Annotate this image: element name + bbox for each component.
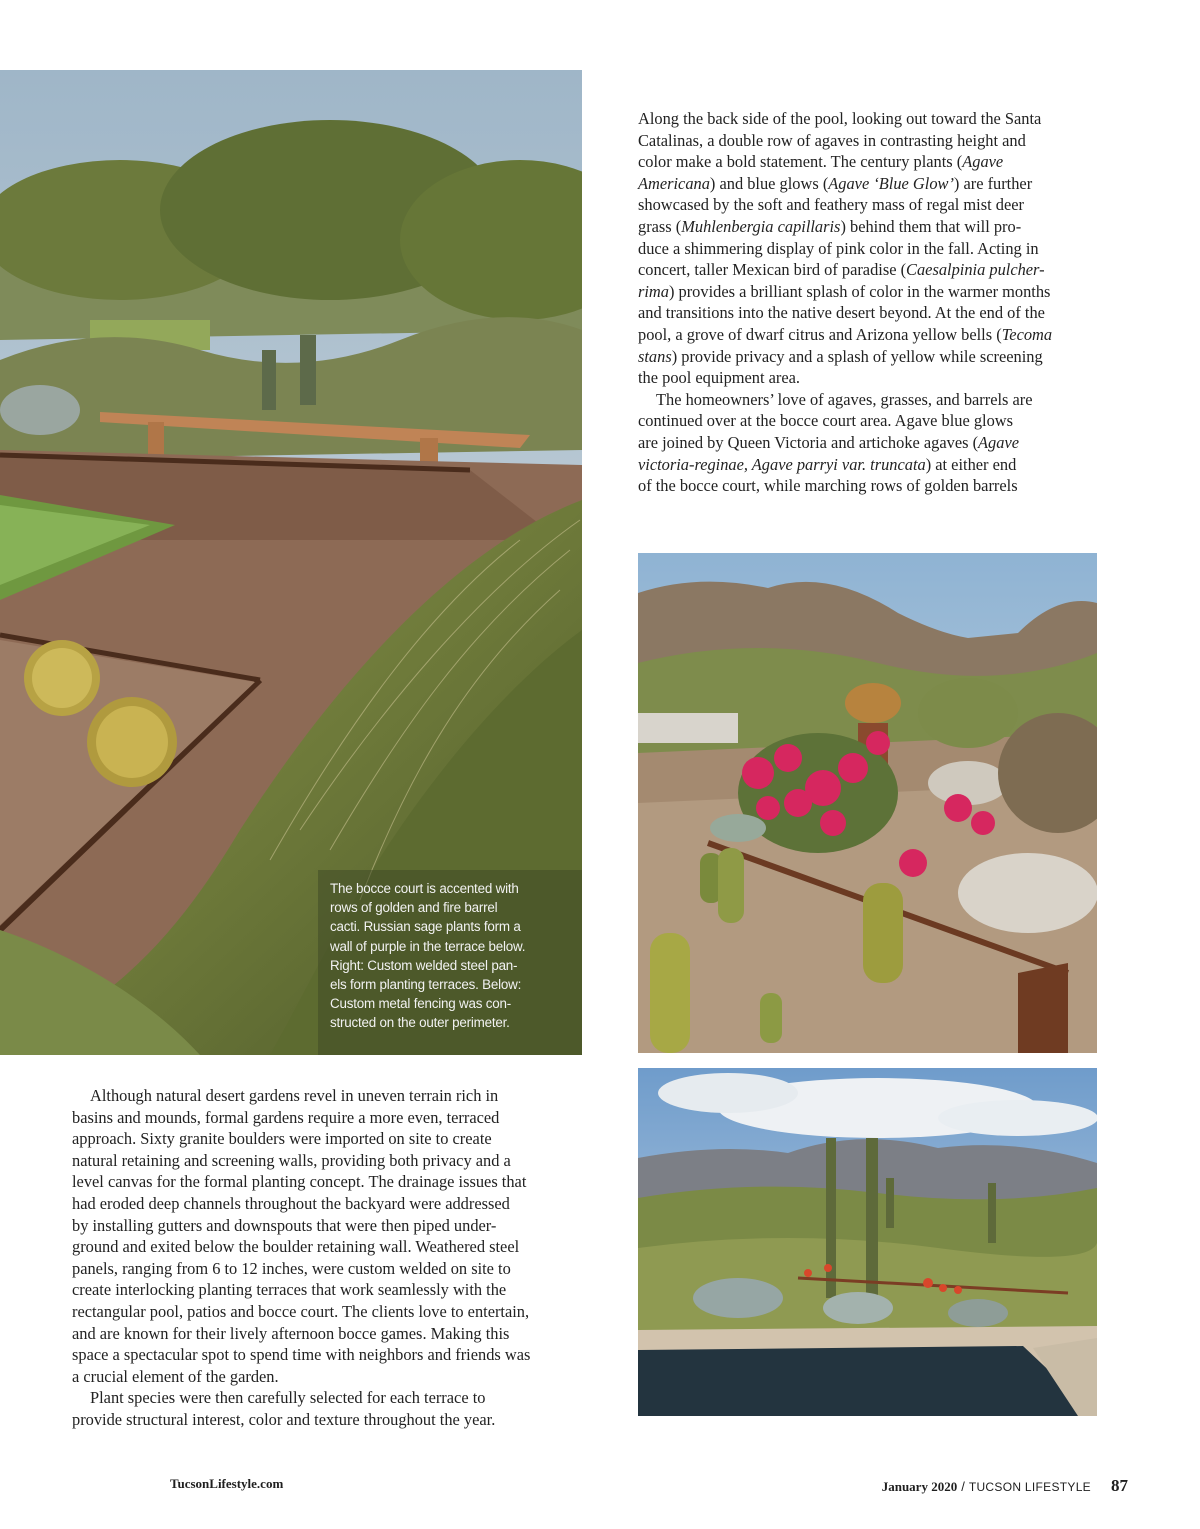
text-line: duce a shimmering display of pink color in the fall. Acting in — [638, 238, 1039, 258]
text-line: victoria-reginae, Agave parryi var. truncata) at either end — [638, 454, 1017, 474]
text-line: of the bocce court, while marching rows of golden barrels — [638, 476, 1018, 496]
botanical-name: Agave ‘Blue Glow’ — [828, 173, 954, 193]
botanical-name: rima — [638, 281, 669, 301]
pool-saguaro-photo — [638, 1068, 1097, 1416]
text-line: grass (Muhlenbergia capillaris) behind them that will pro- — [638, 216, 1022, 236]
text-line: had eroded deep channels throughout the backyard were addressed — [72, 1193, 510, 1213]
text-line: create interlocking planting terraces that work seamlessly with the — [72, 1280, 507, 1300]
article-column-left — [72, 1085, 582, 1431]
text-line: pool, a grove of dwarf citrus and Arizona yellow bells (Tecoma — [638, 324, 1053, 344]
botanical-name: Americana — [638, 173, 710, 193]
text-line: ground and exited below the boulder retaining wall. Weathered steel — [72, 1237, 520, 1257]
caption-line: els form planting terraces. Below: — [330, 977, 522, 993]
text-line: level canvas for the formal planting concept. The drainage issues that — [72, 1172, 527, 1192]
terrace-bougainvillea-photo — [638, 553, 1097, 1053]
text-line: rima) provides a brilliant splash of color in the warmer months — [638, 281, 1051, 301]
botanical-name: Agave — [978, 432, 1019, 452]
footer-magazine-name: TUCSON LIFESTYLE — [968, 1480, 1091, 1494]
text-line: natural retaining and screening walls, providing both privacy and a — [72, 1150, 511, 1170]
caption-line: Right: Custom welded steel pan- — [330, 957, 518, 973]
text-line: and transitions into the native desert beyond. At the end of the — [638, 303, 1045, 323]
photo-caption — [330, 879, 565, 1033]
text-line: space a spectacular spot to spend time with neighbors and friends was — [72, 1345, 531, 1365]
botanical-name: Tecoma — [1001, 324, 1053, 344]
caption-line: structed on the outer perimeter. — [330, 1015, 510, 1031]
botanical-name: stans — [638, 346, 672, 366]
text-line: showcased by the soft and feathery mass of regal mist deer — [638, 195, 1024, 215]
page-number: 87 — [1111, 1476, 1128, 1495]
text-line: and are known for their lively afternoon bocce games. Making this — [72, 1323, 510, 1343]
text-line: basins and mounds, formal gardens require a more even, terraced — [72, 1107, 500, 1127]
article-column-right — [638, 108, 1108, 497]
text-line: rectangular pool, patios and bocce court. The clients love to entertain, — [72, 1301, 530, 1321]
text-line: concert, taller Mexican bird of paradise (Caesalpinia pulcher- — [638, 260, 1045, 280]
text-line: are joined by Queen Victoria and artichoke agaves (Agave — [638, 432, 1019, 452]
footer-separator: / — [961, 1479, 965, 1494]
footer-date: January 2020 — [881, 1479, 958, 1494]
text-line: Along the back side of the pool, looking out toward the Santa — [638, 109, 1042, 128]
text-line: a crucial element of the garden. — [72, 1366, 279, 1386]
botanical-name: victoria-reginae, Agave parryi var. truncata — [638, 454, 926, 474]
text-line: approach. Sixty granite boulders were imported on site to create — [72, 1129, 492, 1149]
botanical-name: Muhlenbergia capillaris — [681, 216, 841, 236]
text-line: Plant species were then carefully selected for each terrace to — [90, 1388, 486, 1408]
text-line: provide structural interest, color and texture throughout the year. — [72, 1409, 496, 1429]
text-line: color make a bold statement. The century plants (Agave — [638, 152, 1004, 172]
text-line: Although natural desert gardens revel in uneven terrain rich in — [90, 1086, 499, 1105]
botanical-name: Agave — [962, 152, 1004, 172]
caption-line: cacti. Russian sage plants form a — [330, 919, 521, 935]
text-line: stans) provide privacy and a splash of yellow while screening — [638, 346, 1043, 366]
text-line: continued over at the bocce court area. Agave blue glows — [638, 411, 1014, 431]
caption-line: The bocce court is accented with — [330, 881, 519, 896]
text-line: by installing gutters and downspouts that were then piped under- — [72, 1215, 497, 1235]
footer-folio — [882, 1476, 1128, 1496]
text-line: the pool equipment area. — [638, 368, 801, 388]
botanical-name: Caesalpinia pulcher- — [906, 260, 1045, 280]
caption-line: wall of purple in the terrace below. — [330, 938, 526, 954]
caption-line: rows of golden and fire barrel — [330, 900, 498, 916]
text-line: Catalinas, a double row of agaves in contrasting height and — [638, 130, 1026, 150]
text-line: The homeowners’ love of agaves, grasses, and barrels are — [656, 389, 1033, 409]
footer-website: TucsonLifestyle.com — [170, 1476, 284, 1491]
caption-line: Custom metal fencing was con- — [330, 996, 512, 1012]
text-line: Americana) and blue glows (Agave ‘Blue Glow’) are further — [638, 173, 1033, 193]
text-line: panels, ranging from 6 to 12 inches, were custom welded on site to — [72, 1258, 511, 1278]
